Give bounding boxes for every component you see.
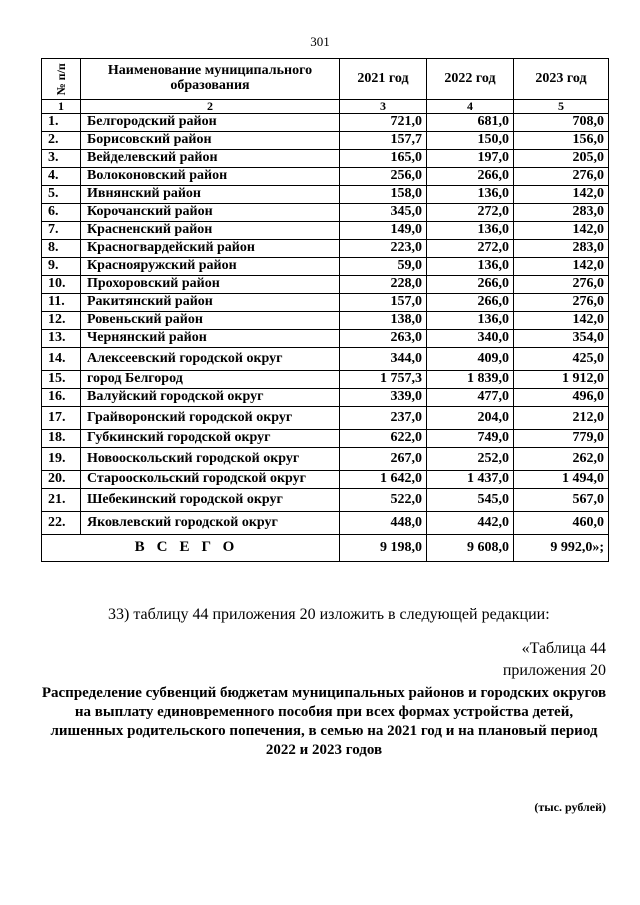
table-row: [42, 407, 609, 430]
table-row: [42, 371, 609, 389]
total-2023: 9 992,0»;: [514, 535, 609, 562]
municipality-name: город Белгород: [81, 371, 340, 389]
row-number: 22.: [42, 512, 81, 535]
value-2022: 136,0: [427, 222, 514, 240]
header-2023: 2023 год: [514, 59, 609, 100]
row-number: 21.: [42, 489, 81, 512]
value-2021: 522,0: [340, 489, 427, 512]
header-name: Наименование муниципального образования: [81, 59, 340, 100]
value-2022: 252,0: [427, 448, 514, 471]
index-cell: 2: [81, 100, 340, 114]
value-2021: 157,7: [340, 132, 427, 150]
table-caption: [503, 638, 606, 682]
row-number: 8.: [42, 240, 81, 258]
value-2022: 204,0: [427, 407, 514, 430]
total-2022: 9 608,0: [427, 535, 514, 562]
municipality-name: Борисовский район: [81, 132, 340, 150]
municipality-name: Краснояружский район: [81, 258, 340, 276]
value-2023: 142,0: [514, 258, 609, 276]
value-2022: 272,0: [427, 204, 514, 222]
municipality-name: Красногвардейский район: [81, 240, 340, 258]
total-row: [42, 535, 609, 562]
table-body: [42, 114, 609, 535]
municipality-name: Ракитянский район: [81, 294, 340, 312]
value-2022: 1 839,0: [427, 371, 514, 389]
municipality-name: Прохоровский район: [81, 276, 340, 294]
column-index-row: [42, 100, 609, 114]
table-row: [42, 312, 609, 330]
value-2022: 749,0: [427, 430, 514, 448]
municipality-name: Корочанский район: [81, 204, 340, 222]
total-2021: 9 198,0: [340, 535, 427, 562]
row-number: 14.: [42, 348, 81, 371]
value-2021: 1 642,0: [340, 471, 427, 489]
value-2022: 136,0: [427, 312, 514, 330]
value-2021: 1 757,3: [340, 371, 427, 389]
value-2022: 681,0: [427, 114, 514, 132]
table-header-row: [42, 59, 609, 100]
value-2023: 460,0: [514, 512, 609, 535]
value-2021: 149,0: [340, 222, 427, 240]
table-row: [42, 430, 609, 448]
table-row: [42, 114, 609, 132]
value-2022: 266,0: [427, 276, 514, 294]
municipality-name: Белгородский район: [81, 114, 340, 132]
row-number: 16.: [42, 389, 81, 407]
value-2023: 1 912,0: [514, 371, 609, 389]
value-2022: 266,0: [427, 168, 514, 186]
table-row: [42, 132, 609, 150]
table-row: [42, 489, 609, 512]
municipality-name: Красненский район: [81, 222, 340, 240]
total-label: ВСЕГО: [42, 535, 340, 562]
value-2022: 340,0: [427, 330, 514, 348]
row-number: 13.: [42, 330, 81, 348]
municipality-name: Вейделевский район: [81, 150, 340, 168]
row-number: 15.: [42, 371, 81, 389]
table-row: [42, 240, 609, 258]
table-row: [42, 204, 609, 222]
table-row: [42, 222, 609, 240]
value-2023: 142,0: [514, 186, 609, 204]
row-number: 10.: [42, 276, 81, 294]
row-number: 12.: [42, 312, 81, 330]
value-2021: 223,0: [340, 240, 427, 258]
row-number: 1.: [42, 114, 81, 132]
header-num: № п/п: [42, 59, 81, 100]
table-row: [42, 330, 609, 348]
row-number: 2.: [42, 132, 81, 150]
index-cell: 4: [427, 100, 514, 114]
municipality-name: Ивнянский район: [81, 186, 340, 204]
value-2022: 409,0: [427, 348, 514, 371]
row-number: 6.: [42, 204, 81, 222]
municipality-name: Алексеевский городской округ: [81, 348, 340, 371]
value-2021: 158,0: [340, 186, 427, 204]
value-2023: 276,0: [514, 168, 609, 186]
value-2022: 136,0: [427, 186, 514, 204]
document-title: Распределение субвенций бюджетам муниципальных районов и городских округов на выплату единовременного пособия при всех формах устройства детей, лишенных родительского попечения, в семью на 2021 год и на плановый период 2022 и 2023 годов: [41, 685, 607, 758]
table-row: [42, 512, 609, 535]
table-row: [42, 258, 609, 276]
row-number: 3.: [42, 150, 81, 168]
value-2021: 237,0: [340, 407, 427, 430]
municipality-name: Губкинский городской округ: [81, 430, 340, 448]
municipality-name: Новооскольский городской округ: [81, 448, 340, 471]
value-2021: 59,0: [340, 258, 427, 276]
value-2021: 263,0: [340, 330, 427, 348]
page-number: 301: [310, 34, 330, 49]
table-row: [42, 389, 609, 407]
table-row: [42, 294, 609, 312]
value-2022: 272,0: [427, 240, 514, 258]
table-row: [42, 186, 609, 204]
value-2023: 276,0: [514, 294, 609, 312]
value-2021: 344,0: [340, 348, 427, 371]
municipality-name: Валуйский городской округ: [81, 389, 340, 407]
table-row: [42, 348, 609, 371]
municipality-name: Ровеньский район: [81, 312, 340, 330]
value-2023: 354,0: [514, 330, 609, 348]
index-cell: 5: [514, 100, 609, 114]
table-row: [42, 276, 609, 294]
value-2023: 205,0: [514, 150, 609, 168]
amendment-instruction: 33) таблицу 44 приложения 20 изложить в следующей редакции:: [108, 606, 550, 623]
municipality-name: Старооскольский городской округ: [81, 471, 340, 489]
value-2021: 345,0: [340, 204, 427, 222]
table-row: [42, 168, 609, 186]
caption-line-1: «Таблица 44: [521, 640, 606, 657]
value-2022: 442,0: [427, 512, 514, 535]
value-2022: 136,0: [427, 258, 514, 276]
value-2023: 142,0: [514, 312, 609, 330]
value-2022: 266,0: [427, 294, 514, 312]
value-2021: 228,0: [340, 276, 427, 294]
value-2023: 1 494,0: [514, 471, 609, 489]
row-number: 20.: [42, 471, 81, 489]
row-number: 9.: [42, 258, 81, 276]
row-number: 5.: [42, 186, 81, 204]
value-2021: 267,0: [340, 448, 427, 471]
value-2023: 567,0: [514, 489, 609, 512]
value-2021: 165,0: [340, 150, 427, 168]
municipality-name: Шебекинский городской округ: [81, 489, 340, 512]
value-2021: 157,0: [340, 294, 427, 312]
row-number: 4.: [42, 168, 81, 186]
value-2023: 262,0: [514, 448, 609, 471]
value-2022: 477,0: [427, 389, 514, 407]
header-2022: 2022 год: [427, 59, 514, 100]
row-number: 11.: [42, 294, 81, 312]
row-number: 19.: [42, 448, 81, 471]
value-2021: 339,0: [340, 389, 427, 407]
municipality-name: Яковлевский городской округ: [81, 512, 340, 535]
index-cell: 3: [340, 100, 427, 114]
municipality-name: Грайворонский городской округ: [81, 407, 340, 430]
value-2021: 256,0: [340, 168, 427, 186]
index-cell: 1: [42, 100, 81, 114]
value-2023: 283,0: [514, 240, 609, 258]
value-2023: 779,0: [514, 430, 609, 448]
municipality-name: Чернянский район: [81, 330, 340, 348]
value-2021: 138,0: [340, 312, 427, 330]
value-2023: 425,0: [514, 348, 609, 371]
caption-line-2: приложения 20: [502, 662, 606, 679]
table-row: [42, 471, 609, 489]
value-2022: 1 437,0: [427, 471, 514, 489]
row-number: 17.: [42, 407, 81, 430]
municipality-name: Волоконовский район: [81, 168, 340, 186]
value-2023: 212,0: [514, 407, 609, 430]
row-number: 18.: [42, 430, 81, 448]
subvention-table: [41, 58, 609, 562]
value-2023: 283,0: [514, 204, 609, 222]
header-2021: 2021 год: [340, 59, 427, 100]
value-2022: 197,0: [427, 150, 514, 168]
value-2023: 156,0: [514, 132, 609, 150]
value-2022: 545,0: [427, 489, 514, 512]
value-2023: 142,0: [514, 222, 609, 240]
row-number: 7.: [42, 222, 81, 240]
value-2023: 708,0: [514, 114, 609, 132]
value-2022: 150,0: [427, 132, 514, 150]
table-row: [42, 448, 609, 471]
table-row: [42, 150, 609, 168]
value-2023: 496,0: [514, 389, 609, 407]
value-2023: 276,0: [514, 276, 609, 294]
value-2021: 448,0: [340, 512, 427, 535]
value-2021: 622,0: [340, 430, 427, 448]
units-label: (тыс. рублей): [534, 800, 606, 814]
value-2021: 721,0: [340, 114, 427, 132]
